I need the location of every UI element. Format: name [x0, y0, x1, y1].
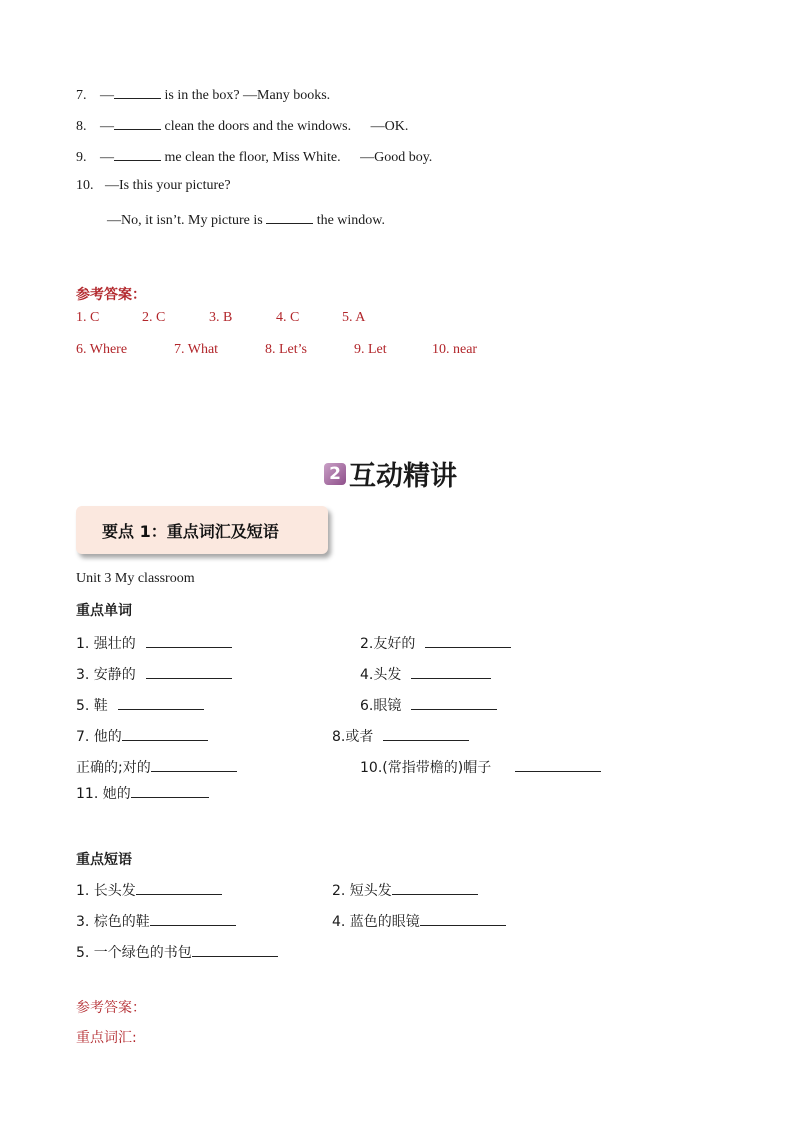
answers-heading: 参考答案：	[76, 287, 146, 303]
section-title	[324, 454, 457, 493]
keypoint-banner	[76, 506, 328, 554]
word-label: 1. 强壮的	[76, 636, 136, 652]
question-reply: —Good boy.	[360, 150, 433, 165]
word-item	[76, 726, 208, 746]
phrases-heading: 重点短语	[76, 852, 132, 868]
answer-5: 5. A	[342, 310, 366, 325]
answer-blank[interactable]	[383, 726, 469, 741]
answer-blank[interactable]	[515, 757, 601, 772]
phrase-item	[76, 911, 236, 931]
answer-blank[interactable]	[114, 115, 161, 130]
question-text: —No, it isn’t. My picture is	[107, 213, 263, 228]
section-title-text: 互动精讲	[349, 461, 457, 492]
dash: —	[100, 88, 114, 103]
question-9	[76, 146, 432, 166]
answer-blank[interactable]	[392, 880, 478, 895]
answer-blank[interactable]	[192, 942, 278, 957]
word-label: 8.或者	[332, 729, 374, 745]
word-item	[332, 726, 469, 746]
keypoint-label: 要点 1：重点词汇及短语	[102, 522, 279, 541]
question-number: 10.	[76, 178, 94, 193]
phrase-item	[332, 880, 478, 900]
word-item	[360, 757, 601, 777]
word-label: 10.(常指带檐的)帽子	[360, 760, 492, 776]
words-heading: 重点单词	[76, 603, 132, 619]
phrase-label: 3. 棕色的鞋	[76, 914, 150, 930]
phrase-label: 1. 长头发	[76, 883, 136, 899]
phrase-item	[332, 911, 506, 931]
word-label: 6.眼镜	[360, 698, 402, 714]
word-item	[76, 783, 209, 803]
question-text: me clean the floor, Miss White.	[164, 150, 341, 165]
word-item	[76, 695, 204, 715]
dash: —	[100, 119, 114, 134]
answer-blank[interactable]	[114, 84, 161, 99]
answer-blank[interactable]	[146, 664, 232, 679]
answer-8: 8. Let’s	[265, 342, 307, 357]
answer-blank[interactable]	[266, 209, 313, 224]
word-item	[360, 695, 497, 715]
word-item	[76, 664, 232, 684]
answer-blank[interactable]	[411, 695, 497, 710]
question-text: —Is this your picture?	[105, 178, 231, 193]
answer-blank[interactable]	[146, 633, 232, 648]
question-text: the window.	[316, 213, 385, 228]
answer-6: 6. Where	[76, 342, 128, 357]
phrase-label: 4. 蓝色的眼镜	[332, 914, 420, 930]
phrase-label: 2. 短头发	[332, 883, 392, 899]
word-item	[76, 757, 237, 777]
question-7	[76, 84, 330, 104]
question-10-line2	[107, 209, 385, 229]
word-label: 4.头发	[360, 667, 402, 683]
question-reply: —OK.	[370, 119, 409, 134]
answer-blank[interactable]	[136, 880, 222, 895]
answer-blank[interactable]	[151, 757, 237, 772]
answer-9: 9. Let	[354, 342, 387, 357]
answer-1: 1. C	[76, 310, 100, 325]
question-text: clean the doors and the windows.	[164, 119, 352, 134]
question-number: 7.	[76, 88, 87, 103]
word-label: 3. 安静的	[76, 667, 136, 683]
word-item	[360, 633, 511, 653]
word-label: 正确的;对的	[76, 760, 151, 776]
word-label: 2.友好的	[360, 636, 416, 652]
answer-blank[interactable]	[425, 633, 511, 648]
answer-2: 2. C	[142, 310, 166, 325]
answer-blank[interactable]	[150, 911, 236, 926]
question-number: 8.	[76, 119, 87, 134]
phrase-item	[76, 942, 278, 962]
answer-blank[interactable]	[122, 726, 208, 741]
answer-blank[interactable]	[131, 783, 209, 798]
answers2-heading: 参考答案：	[76, 1000, 146, 1016]
word-item	[360, 664, 491, 684]
dash: —	[100, 150, 114, 165]
phrase-item	[76, 880, 222, 900]
answer-blank[interactable]	[114, 146, 161, 161]
section-number-icon: 2	[324, 463, 346, 485]
phrase-label: 5. 一个绿色的书包	[76, 945, 192, 961]
answer-blank[interactable]	[118, 695, 204, 710]
question-number: 9.	[76, 150, 87, 165]
word-label: 5. 鞋	[76, 698, 108, 714]
answer-blank[interactable]	[411, 664, 491, 679]
question-text: is in the box? —Many books.	[164, 88, 331, 103]
question-8	[76, 115, 408, 135]
word-item	[76, 633, 232, 653]
answer-blank[interactable]	[420, 911, 506, 926]
answer-3: 3. B	[209, 310, 233, 325]
word-label: 7. 他的	[76, 729, 122, 745]
answer-10: 10. near	[432, 342, 478, 357]
word-label: 11. 她的	[76, 786, 131, 802]
question-10	[76, 178, 231, 194]
unit-title: Unit 3 My classroom	[76, 571, 195, 586]
answer-4: 4. C	[276, 310, 300, 325]
answers2-subheading: 重点词汇:	[76, 1030, 137, 1046]
answer-7: 7. What	[174, 342, 219, 357]
